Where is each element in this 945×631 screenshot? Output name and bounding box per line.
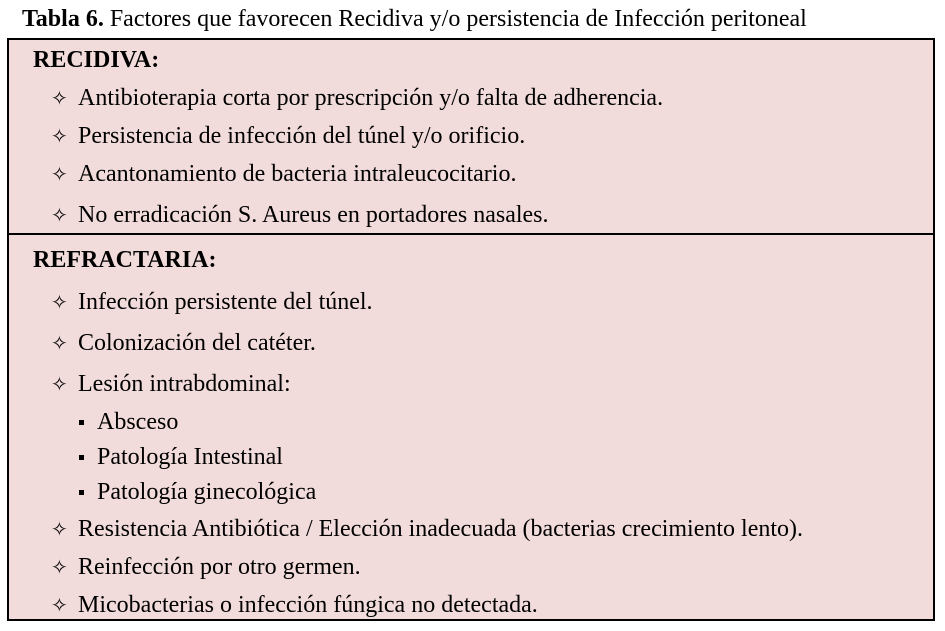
section-title-refractaria: REFRACTARIA: (33, 247, 217, 273)
list-item (51, 160, 516, 188)
sub-list-item (79, 478, 316, 506)
list-item (51, 370, 291, 398)
sub-list-item (79, 408, 178, 436)
star-bullet-icon: ✧ (51, 331, 68, 355)
list-item (51, 591, 538, 619)
star-bullet-icon: ✧ (51, 203, 68, 227)
list-item-text: No erradicación S. Aureus en portadores nasales. (78, 202, 549, 228)
list-item-text: Micobacterias o infección fúngica no detectada. (78, 592, 538, 618)
list-item-text: Resistencia Antibiótica / Elección inadecuada (bacterias crecimiento lento). (78, 516, 804, 542)
list-item-text: Acantonamiento de bacteria intraleucocitario. (78, 161, 517, 187)
list-item (51, 288, 373, 316)
sub-list-item-text: Absceso (97, 409, 179, 435)
list-item-text: Colonización del catéter. (78, 330, 316, 356)
star-bullet-icon: ✧ (51, 86, 68, 110)
list-item-text: Reinfección por otro germen. (78, 554, 361, 580)
sub-list-item-text: Patología Intestinal (97, 444, 283, 470)
section-recidiva (9, 40, 933, 233)
star-bullet-icon: ✧ (51, 124, 68, 148)
star-bullet-icon: ✧ (51, 162, 68, 186)
small-square-icon (79, 490, 84, 495)
star-bullet-icon: ✧ (51, 593, 68, 617)
sub-list-item (79, 443, 283, 471)
star-bullet-icon: ✧ (51, 517, 68, 541)
star-bullet-icon: ✧ (51, 555, 68, 579)
list-item (51, 553, 361, 581)
star-bullet-icon: ✧ (51, 372, 68, 396)
list-item-text: Persistencia de infección del túnel y/o orificio. (78, 123, 526, 149)
list-item (51, 201, 549, 229)
caption-label: Tabla 6. (22, 6, 104, 32)
list-item (51, 329, 316, 357)
list-item (51, 122, 525, 150)
table-caption (22, 5, 807, 33)
list-item-text: Lesión intrabdominal: (78, 371, 291, 397)
factors-table (7, 38, 935, 621)
caption-text: Factores que favorecen Recidiva y/o persistencia de Infección peritoneal (103, 6, 807, 32)
sub-list-item-text: Patología ginecológica (97, 479, 317, 505)
star-bullet-icon: ✧ (51, 290, 68, 314)
small-square-icon (79, 420, 84, 425)
list-item (51, 515, 803, 543)
list-item-text: Antibioterapia corta por prescripción y/o falta de adherencia. (78, 85, 664, 111)
section-refractaria (9, 233, 933, 621)
list-item-text: Infección persistente del túnel. (78, 289, 373, 315)
small-square-icon (79, 455, 84, 460)
list-item (51, 84, 663, 112)
section-title-recidiva: RECIDIVA: (33, 47, 160, 73)
